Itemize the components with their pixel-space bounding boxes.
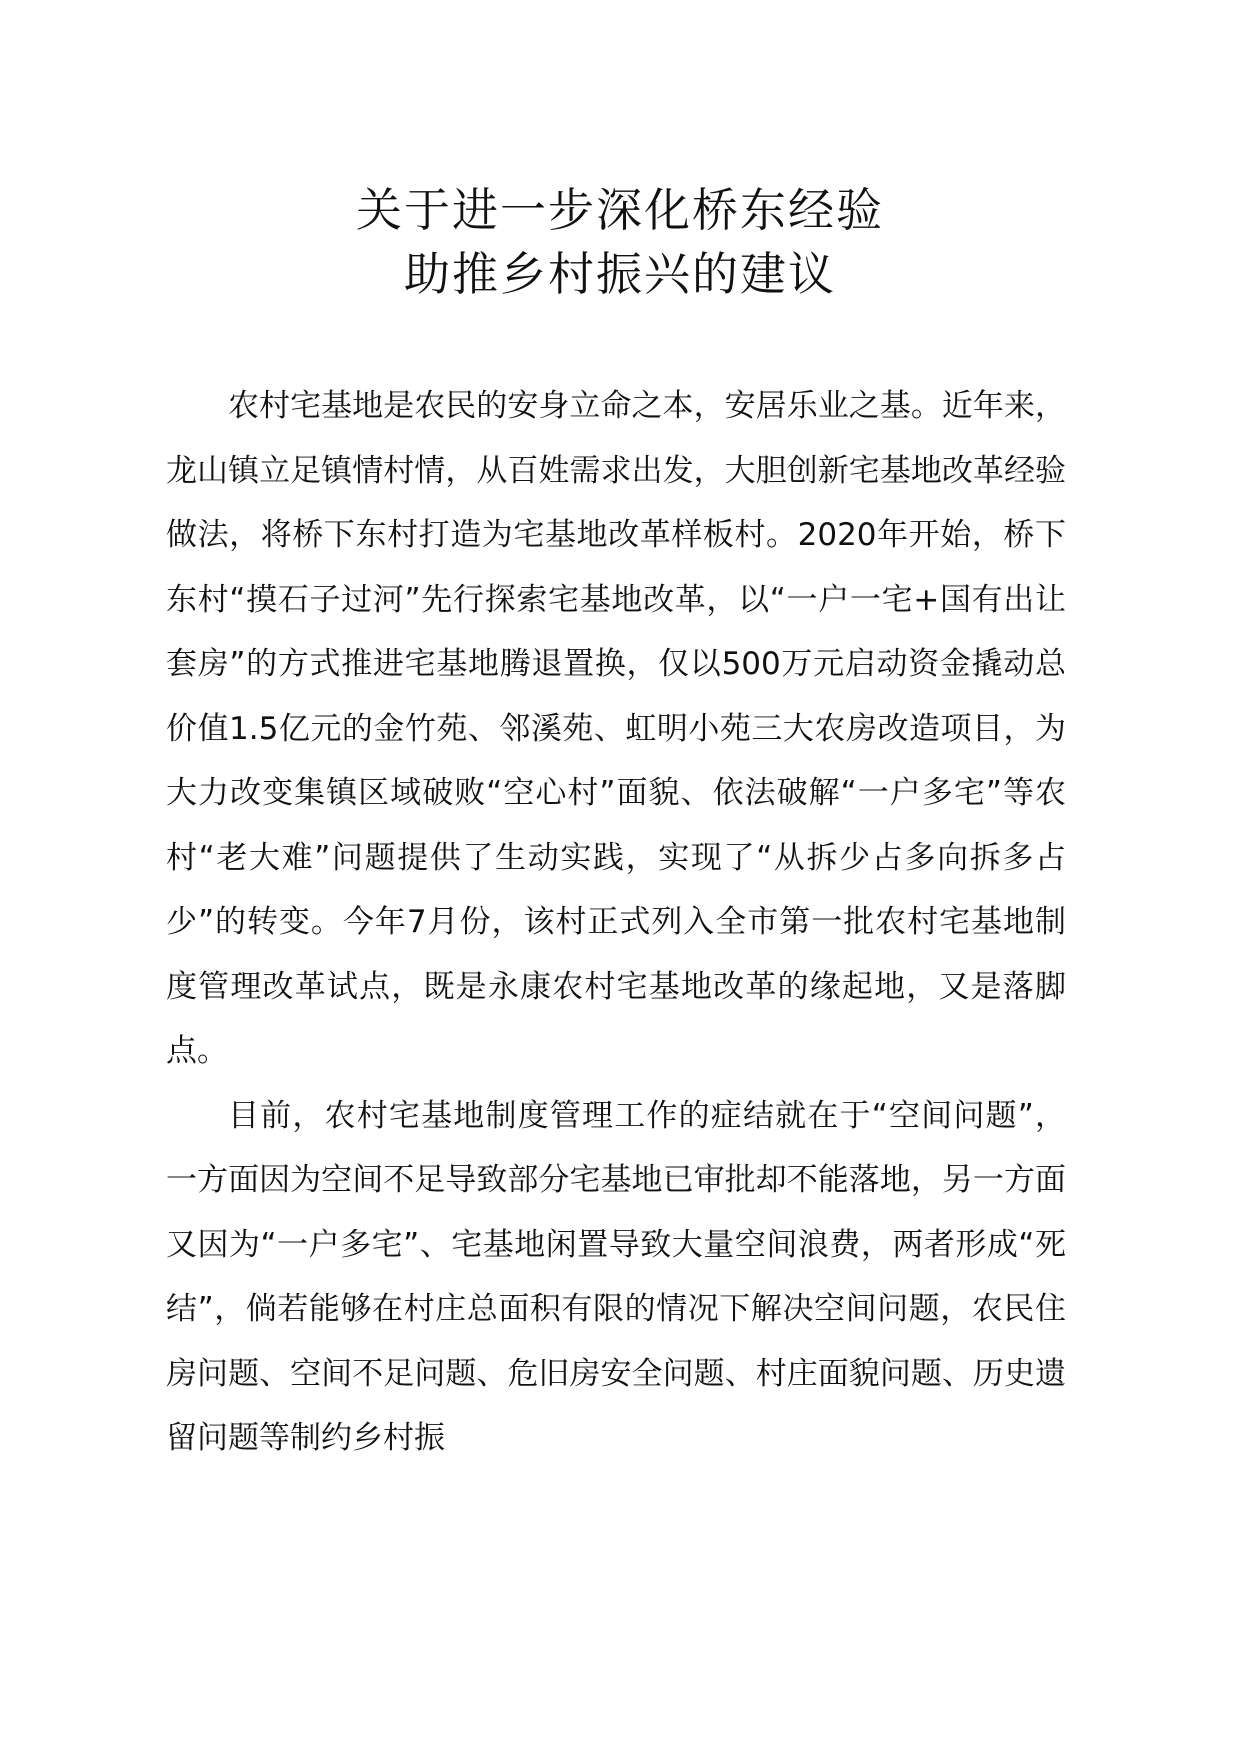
title-line-2: 助推乡村振兴的建议 <box>404 247 836 301</box>
document-body <box>166 374 1066 1471</box>
paragraph-1: 农村宅基地是农民的安身立命之本，安居乐业之基。近年来，龙山镇立足镇情村情，从百姓需求出发，大胆创新宅基地改革经验做法，将桥下东村打造为宅基地改革样板村。2020年开始，桥下东村“摸石子过河”先行探索宅基地改革，以“一户一宅+国有出让套房”的方式推进宅基地腾退置换，仅以500万元启动资金撬动总价值1.5亿元的金竹苑、邻溪苑、虹明小苑三大农房改造项目，为大力改变集镇区域破败“空心村”面貌、依法破解“一户多宅”等农村“老大难”问题提供了生动实践，实现了“从拆少占多向拆多占少”的转变。今年7月份，该村正式列入全市第一批农村宅基地制度管理改革试点，既是永康农村宅基地改革的缘起地，又是落脚点。 <box>166 388 1066 1069</box>
title-line-1: 关于进一步深化桥东经验 <box>356 183 884 237</box>
paragraph-2: 目前，农村宅基地制度管理工作的症结就在于“空间问题”，一方面因为空间不足导致部分宅基地已审批却不能落地，另一方面又因为“一户多宅”、宅基地闲置导致大量空间浪费，两者形成“死结”，倘若能够在村庄总面积有限的情况下解决空间问题，农民住房问题、空间不足问题、危旧房安全问题、村庄面貌问题、历史遗留问题等制约乡村振 <box>166 1097 1066 1456</box>
document-title <box>0 178 1240 306</box>
